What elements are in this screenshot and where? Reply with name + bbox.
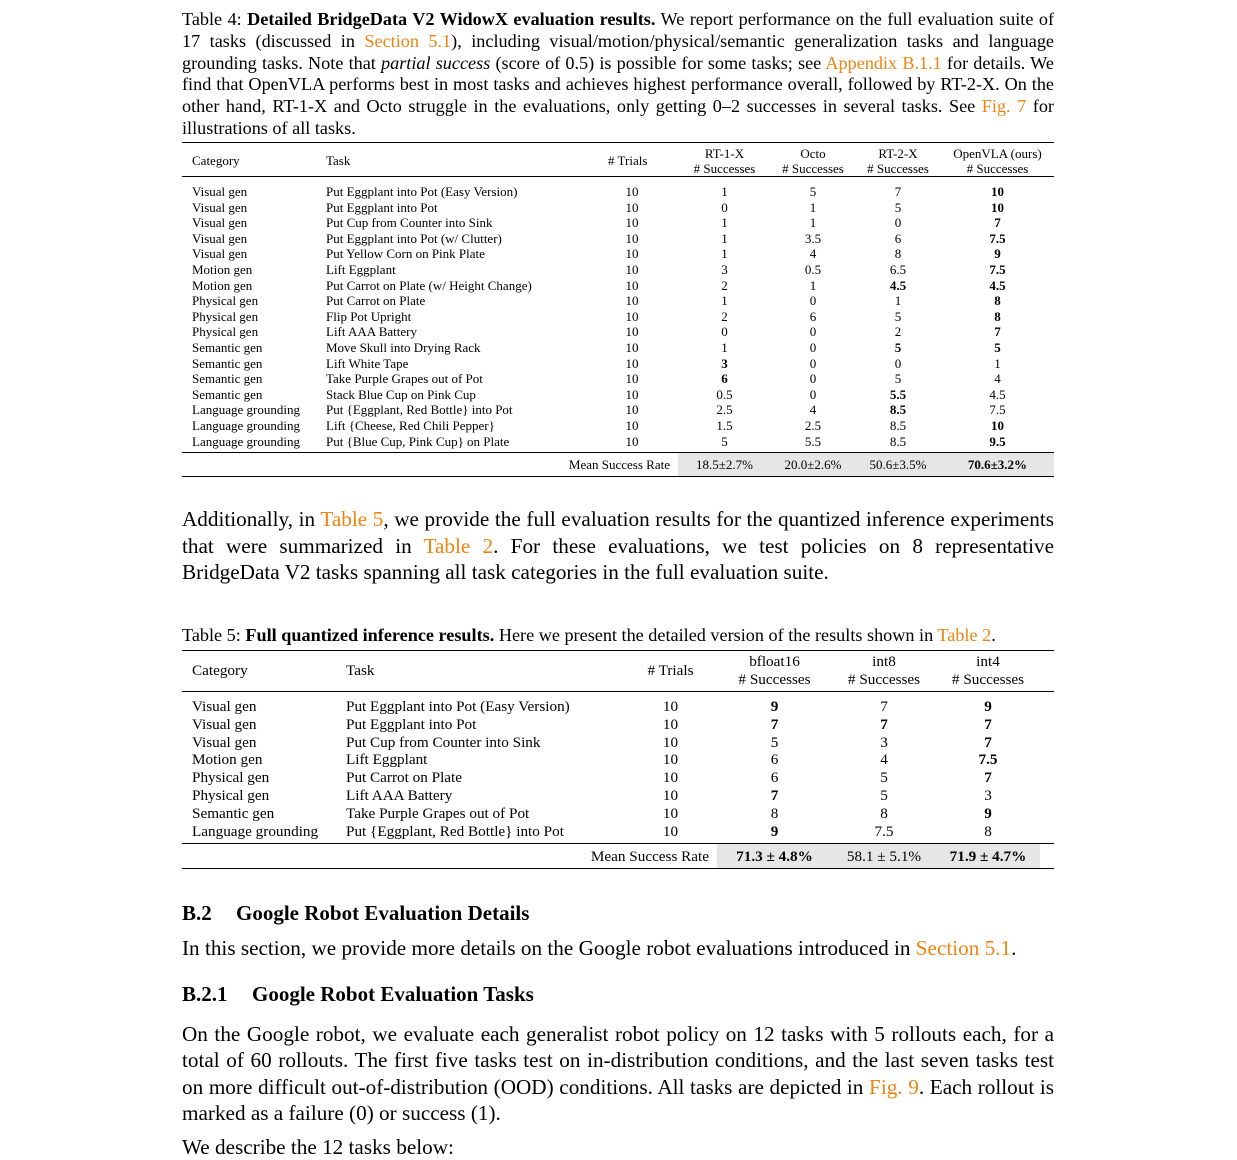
table4-cell: Semantic gen — [192, 386, 263, 402]
table5-cell: Lift Eggplant — [346, 751, 428, 769]
table5-caption-title: Full quantized inference results. — [245, 625, 495, 645]
table5-row — [182, 751, 1054, 769]
table4-row — [182, 231, 1054, 247]
table4-cell: Physical gen — [192, 308, 259, 324]
table4-cell: Semantic gen — [192, 371, 263, 387]
table4-cell: 1 — [809, 199, 817, 215]
table4-cell: 8 — [894, 246, 902, 262]
table5-cell: Put Carrot on Plate — [346, 769, 463, 787]
table5-header-successes: # Successes — [847, 671, 921, 688]
table4-header-rt1x — [678, 143, 771, 177]
table4-cell: 10 — [625, 324, 639, 340]
table4-cell: 5 — [809, 184, 817, 199]
table4-row — [182, 177, 1054, 200]
table4-row — [182, 309, 1054, 325]
table5-cell: 9 — [770, 698, 779, 715]
table5-cell: 5 — [880, 786, 888, 804]
table5-caption-label: Table 5: — [182, 625, 246, 645]
table5-cell: 10 — [662, 715, 679, 733]
table4-body — [182, 177, 1054, 453]
table4-cell: 4 — [994, 371, 1001, 387]
table4-header-row — [182, 143, 1054, 177]
table4-cell: 7.5 — [989, 402, 1006, 418]
table4-header-successes: # Successes — [966, 160, 1029, 176]
table4-cell: 10 — [625, 199, 639, 215]
table4-row — [182, 356, 1054, 372]
table4-row — [182, 262, 1054, 278]
table5-cell: 7.5 — [874, 822, 894, 840]
table4-row — [182, 402, 1054, 418]
table5-cell: 10 — [662, 822, 679, 840]
table4-cell: Put Cup from Counter into Sink — [326, 215, 493, 231]
table5-cell: 7 — [880, 715, 888, 733]
table5-row — [182, 769, 1054, 787]
table4-caption-text: We report performance on the full evaluation suite of 17 tasks (discussed in — [182, 9, 1055, 51]
table4-cell: 0 — [894, 355, 902, 371]
table4-cell: 10 — [625, 433, 639, 449]
table5-cell: Physical gen — [192, 786, 270, 804]
table4-cell: 4 — [809, 402, 817, 418]
table4 — [182, 142, 1054, 477]
table4-cell: Motion gen — [192, 277, 253, 293]
table5-cell: 6 — [770, 769, 779, 787]
table5-cell: Put {Eggplant, Red Bottle} into Pot — [346, 822, 564, 840]
table5-mean-spacer — [1040, 844, 1054, 869]
table4-cell: Move Skull into Drying Rack — [326, 339, 481, 355]
table5-cell: 7 — [770, 786, 779, 804]
table4-cell: 0 — [809, 324, 817, 340]
table4-caption-text: ), including visual/motion/physical/semantic generalization tasks and language grounding tasks. Note that — [182, 30, 1054, 73]
table4-cell: 3 — [721, 261, 728, 277]
table4-row — [182, 371, 1054, 387]
table5-cell: Semantic gen — [192, 804, 275, 822]
table4-cell: 1 — [721, 230, 728, 246]
table5-cell: 5 — [880, 769, 888, 787]
table4-mean-value: 70.6±3.2% — [941, 453, 1054, 477]
table4-cell: 10 — [991, 417, 1004, 433]
table4-header-openvla-name: OpenVLA (ours) — [953, 146, 1042, 161]
table4-cell: 4.5 — [889, 277, 907, 293]
table4-cell: Lift Eggplant — [326, 261, 396, 277]
table4-cell: Put Eggplant into Pot — [326, 199, 438, 215]
table5-cell: 7 — [984, 715, 992, 733]
table4-cell: Lift {Cheese, Red Chili Pepper} — [326, 417, 495, 433]
table4-cell: Semantic gen — [192, 355, 263, 371]
table4-cell: 0 — [809, 339, 817, 355]
table5-spacer — [1040, 692, 1054, 716]
table4-header-successes: # Successes — [782, 160, 844, 176]
table5-mean-value: 71.9 ± 4.7% — [936, 844, 1040, 869]
table4-row — [182, 215, 1054, 231]
table4-cell: 10 — [625, 215, 639, 231]
table4-cell: Visual gen — [192, 215, 248, 231]
table5-header-spacer — [1040, 651, 1054, 692]
table4-cell: 5 — [994, 339, 1001, 355]
table4-caption-label: Table 4: — [182, 9, 248, 29]
table4-cell: 10 — [625, 417, 639, 433]
table4-cell: 0 — [894, 215, 902, 231]
table4-row — [182, 434, 1054, 453]
table5-header-category: Category — [192, 662, 248, 679]
table4-cell: 0 — [809, 293, 817, 309]
table5-cell: Motion gen — [192, 751, 263, 769]
table4-cell: 0 — [721, 324, 728, 340]
table4-cell: 2 — [721, 277, 728, 293]
table4-cell: 4.5 — [989, 386, 1006, 402]
section-b2-number: B.2 — [182, 901, 212, 925]
table4-cell: 10 — [625, 261, 639, 277]
table4-cell: Put {Blue Cup, Pink Cup} on Plate — [326, 433, 510, 449]
section-b2-title: Google Robot Evaluation Details — [236, 901, 530, 925]
table-2-link[interactable]: Table 2 — [937, 625, 992, 645]
table4-cell: 5 — [894, 199, 902, 215]
table5-cell: 10 — [662, 733, 679, 751]
section-b2-heading — [182, 901, 1054, 926]
tasks-intro-line: We describe the 12 tasks below: — [182, 1135, 454, 1159]
table4-cell: 10 — [625, 402, 639, 418]
table4-cell: Physical gen — [192, 324, 259, 340]
table4-cell: 1 — [721, 184, 728, 199]
table4-cell: 6 — [894, 230, 902, 246]
table4-cell: 0.5 — [716, 386, 733, 402]
table4-cell: 4 — [809, 246, 817, 262]
table4-mean-label: Mean Success Rate — [568, 457, 670, 473]
table4-header-successes: # Successes — [693, 160, 756, 176]
table5-cell: Visual gen — [192, 715, 257, 733]
table4-cell: Physical gen — [192, 293, 259, 309]
table5-header-int4 — [936, 651, 1040, 692]
table4-cell: Visual gen — [192, 230, 248, 246]
table4-cell: 10 — [991, 199, 1004, 215]
section-b21-text — [182, 1021, 1054, 1127]
table5-cell: 9 — [984, 698, 992, 715]
table5-header-bf16 — [717, 651, 832, 692]
section-b21-title: Google Robot Evaluation Tasks — [252, 982, 534, 1006]
table4-cell: 2 — [894, 324, 902, 340]
table4-cell: 7 — [894, 184, 902, 199]
table4-row — [182, 200, 1054, 216]
section-b21-number: B.2.1 — [182, 982, 228, 1006]
table5-cell: 6 — [770, 751, 779, 769]
table4-cell: Put Yellow Corn on Pink Plate — [326, 246, 485, 262]
table4-header-rt1x-name: RT-1-X — [704, 146, 745, 161]
table5-body — [182, 692, 1054, 844]
table5-cell: 7 — [984, 769, 992, 787]
section-b21-heading — [182, 982, 1054, 1007]
table4-caption-text: for illustrations of all tasks. — [182, 96, 1054, 138]
table5-spacer — [1040, 823, 1054, 844]
table5-cell: 10 — [662, 769, 679, 787]
table4-cell: 9 — [994, 246, 1001, 262]
table4-row — [182, 418, 1054, 434]
table5-header-successes: # Successes — [738, 671, 811, 688]
table4-cell: 10 — [625, 355, 639, 371]
table5-cell: Lift AAA Battery — [346, 786, 453, 804]
table4-mean-value: 50.6±3.5% — [855, 453, 941, 477]
table4-cell: 0 — [809, 371, 817, 387]
table5-header-successes: # Successes — [951, 671, 1025, 688]
table5-cell: 10 — [662, 751, 679, 769]
table4-cell: Stack Blue Cup on Pink Cup — [326, 386, 476, 402]
table4-mean-value: 20.0±2.6% — [771, 453, 855, 477]
table4-header-openvla — [941, 143, 1054, 177]
table4-cell: Flip Pot Upright — [326, 308, 412, 324]
table4-cell: 1 — [894, 293, 902, 309]
table4-cell: Semantic gen — [192, 339, 263, 355]
table4-cell: 6 — [721, 371, 728, 387]
table4-cell: 9.5 — [989, 433, 1006, 449]
table4-cell: 5 — [894, 308, 902, 324]
table4-row — [182, 278, 1054, 294]
table4-cell: 5 — [894, 371, 902, 387]
table4-header-category: Category — [192, 153, 240, 169]
section-b21-paragraph: . Each rollout is marked as a failure (0) or success (1). — [182, 1074, 1055, 1126]
table4-cell: 8.5 — [889, 433, 907, 449]
table5-row — [182, 734, 1054, 752]
table4-cell: 4.5 — [989, 277, 1006, 293]
table4-cell: Lift AAA Battery — [326, 324, 417, 340]
table5-row — [182, 823, 1054, 844]
table4-header-trials: # Trials — [608, 153, 648, 169]
table5-cell: Visual gen — [192, 698, 257, 715]
table4-cell: Lift White Tape — [326, 355, 409, 371]
table4-cell: 1 — [721, 246, 728, 262]
table5-spacer — [1040, 805, 1054, 823]
table4-cell: 0 — [809, 386, 817, 402]
table4-header-octo-name: Octo — [800, 146, 826, 161]
table5-cell: Physical gen — [192, 769, 270, 787]
table4-row — [182, 293, 1054, 309]
section-b2-paragraph: In this section, we provide more details on the Google robot evaluations introduced in — [182, 936, 916, 960]
table5-header-row — [182, 651, 1054, 692]
table5-cell: Visual gen — [192, 733, 257, 751]
table5-row — [182, 716, 1054, 734]
table5-cell: 7 — [984, 733, 992, 751]
table4-cell: Put Carrot on Plate (w/ Height Change) — [326, 277, 532, 293]
table4-caption-text: (score of 0.5) is possible for some tasks; see — [490, 52, 826, 73]
table4-cell: 3.5 — [804, 230, 822, 246]
appendix-b-1-1-link[interactable]: Appendix B.1.1 — [825, 52, 942, 73]
table4-cell: Put {Eggplant, Red Bottle} into Pot — [326, 402, 513, 418]
table4-cell: 0 — [809, 355, 817, 371]
table4-cell: Take Purple Grapes out of Pot — [326, 371, 483, 387]
table5-spacer — [1040, 787, 1054, 805]
table4-row — [182, 324, 1054, 340]
table5-row — [182, 692, 1054, 716]
table4-cell: 2.5 — [804, 417, 822, 433]
table4-header-rt2x-name: RT-2-X — [878, 146, 918, 161]
table4-cell: Language grounding — [192, 402, 300, 418]
table4-cell: 1 — [994, 355, 1001, 371]
table4-cell: 7 — [994, 324, 1001, 340]
table5-cell: Put Eggplant into Pot (Easy Version) — [346, 698, 570, 715]
paragraph-text: Additionally, in — [182, 507, 321, 531]
table4-caption — [182, 9, 1054, 140]
table5-caption — [182, 624, 1054, 646]
table5-header-int4-name: int4 — [976, 653, 1000, 670]
table5-cell: 7 — [880, 698, 888, 715]
table5-caption-text: Here we present the detailed version of the results shown in — [494, 625, 938, 645]
table5-mean-value: 58.1 ± 5.1% — [832, 844, 936, 869]
table5-cell: Language grounding — [192, 822, 319, 840]
table5-cell: 4 — [880, 751, 888, 769]
table5-cell: 7.5 — [978, 751, 998, 769]
body-paragraph — [182, 506, 1054, 586]
section-b21-paragraph: On the Google robot, we evaluate each generalist robot policy on 12 tasks with 5 rollouts each, for a total of 60 rollouts. The first five tasks test on in-distribution conditions, and the last seven tasks test on more difficult out-of-distribution (OOD) conditions. All tasks are depicted in — [182, 1022, 1054, 1099]
table5-header-task: Task — [346, 662, 375, 679]
table4-cell: 1 — [721, 293, 728, 309]
table4-cell: 0 — [721, 199, 728, 215]
table-5-link[interactable]: Table 5 — [320, 507, 384, 531]
table5-cell: 10 — [662, 804, 679, 822]
table4-cell: 6 — [809, 308, 817, 324]
paragraph-text: , we provide the full evaluation results for the quantized inference experiments that were summarized in — [182, 507, 1054, 558]
fig-9-link[interactable]: Fig. 9 — [869, 1074, 919, 1099]
table4-header-rt2x — [855, 143, 941, 177]
table4-cell: 1 — [809, 277, 817, 293]
table5 — [182, 650, 1054, 869]
table5-row — [182, 805, 1054, 823]
table4-cell: Put Eggplant into Pot (Easy Version) — [326, 184, 518, 199]
table4-cell: Visual gen — [192, 184, 248, 199]
table4-mean-value: 18.5±2.7% — [678, 453, 771, 477]
table5-header-bf16-name: bfloat16 — [749, 653, 800, 670]
table4-cell: 2 — [721, 308, 728, 324]
table5-spacer — [1040, 769, 1054, 787]
table4-cell: 10 — [991, 184, 1004, 199]
fig-7-link[interactable]: Fig. 7 — [981, 96, 1027, 117]
table4-cell: 10 — [625, 277, 639, 293]
table4-cell: 2.5 — [716, 402, 733, 418]
section-b2-paragraph-end: . — [1011, 936, 1017, 960]
table4-cell: Motion gen — [192, 261, 253, 277]
table5-cell: 8 — [880, 804, 888, 822]
table5-spacer — [1040, 716, 1054, 734]
table4-cell: 6.5 — [889, 261, 907, 277]
table4-header-octo — [771, 143, 855, 177]
table5-cell: 10 — [662, 786, 679, 804]
table4-header-successes: # Successes — [867, 160, 929, 176]
section-5-1-link[interactable]: Section 5.1 — [364, 30, 452, 51]
table4-cell: 10 — [625, 371, 639, 387]
table4-cell: 10 — [625, 308, 639, 324]
table4-cell: 10 — [625, 293, 639, 309]
table4-cell: 1 — [721, 215, 728, 231]
table4-caption-title: Detailed BridgeData V2 WidowX evaluation results. — [247, 9, 656, 29]
table4-row — [182, 246, 1054, 262]
table4-cell: 1 — [721, 339, 728, 355]
table5-cell: Put Cup from Counter into Sink — [346, 733, 541, 751]
table5-cell: 9 — [770, 822, 779, 840]
table4-cell: 5 — [721, 433, 728, 449]
table4-cell: 5.5 — [804, 433, 822, 449]
table4-cell: 10 — [625, 386, 639, 402]
table4-mean-row — [182, 453, 1054, 477]
table5-cell: 7 — [770, 715, 779, 733]
table4-cell: 10 — [625, 230, 639, 246]
table4-cell: 8.5 — [889, 402, 907, 418]
paragraph-text: . For these evaluations, we test policies on 8 representative BridgeData V2 tasks spanning all task categories in the full evaluation suite. — [182, 533, 1054, 584]
table4-cell: Put Eggplant into Pot (w/ Clutter) — [326, 230, 502, 246]
section-b2-text — [182, 935, 1054, 961]
table4-row — [182, 387, 1054, 403]
table4-cell: 8.5 — [889, 417, 907, 433]
table5-cell: 3 — [984, 786, 992, 804]
table5-cell: 10 — [662, 698, 679, 715]
table5-cell: 8 — [984, 822, 992, 840]
table4-cell: 8 — [994, 293, 1001, 309]
table4-cell: 0.5 — [804, 261, 822, 277]
table4-cell: 10 — [625, 184, 639, 199]
table4-cell: 7 — [994, 215, 1001, 231]
table5-header-int8-name: int8 — [872, 653, 896, 670]
table4-cell: Visual gen — [192, 246, 248, 262]
table4-cell: 7.5 — [989, 230, 1006, 246]
table-2-link[interactable]: Table 2 — [423, 533, 494, 558]
table4-cell: 1.5 — [716, 417, 733, 433]
table4-cell: 10 — [625, 339, 639, 355]
table5-caption-text: . — [991, 625, 996, 645]
table4-cell: 8 — [994, 308, 1001, 324]
table5-spacer — [1040, 751, 1054, 769]
table5-mean-label: Mean Success Rate — [590, 848, 709, 866]
table5-header-trials: # Trials — [647, 662, 694, 679]
table4-header-task: Task — [326, 153, 351, 169]
table5-spacer — [1040, 734, 1054, 752]
table4-cell: Put Carrot on Plate — [326, 293, 426, 309]
table4-cell: 7.5 — [989, 261, 1006, 277]
table4-cell: Language grounding — [192, 417, 300, 433]
table4-cell: 5.5 — [889, 386, 907, 402]
table4-row — [182, 340, 1054, 356]
table5-row — [182, 787, 1054, 805]
table4-cell: Language grounding — [192, 433, 300, 449]
table4-cell: Visual gen — [192, 199, 248, 215]
table5-cell: Take Purple Grapes out of Pot — [346, 804, 530, 822]
table5-cell: 5 — [770, 733, 779, 751]
table5-header-int8 — [832, 651, 936, 692]
table5-cell: Put Eggplant into Pot — [346, 715, 477, 733]
section-5-1-link[interactable]: Section 5.1 — [915, 936, 1012, 960]
table5-mean-value: 71.3 ± 4.8% — [717, 844, 832, 869]
table4-cell: 3 — [721, 355, 728, 371]
table4-cell: 10 — [625, 246, 639, 262]
table4-caption-italic: partial success — [381, 52, 491, 73]
table4-cell: 5 — [894, 339, 902, 355]
table5-cell: 3 — [880, 733, 888, 751]
table5-cell: 8 — [770, 804, 779, 822]
table5-mean-row — [182, 844, 1054, 869]
table4-caption-text: for details. We find that OpenVLA performs best in most tasks and achieves highest performance overall, followed by RT-2-X. On the other hand, RT-1-X and Octo struggle in the evaluations, only getting 0–2 successes in several tasks. See — [182, 52, 1054, 117]
table4-cell: 1 — [809, 215, 817, 231]
table5-cell: 9 — [984, 804, 992, 822]
